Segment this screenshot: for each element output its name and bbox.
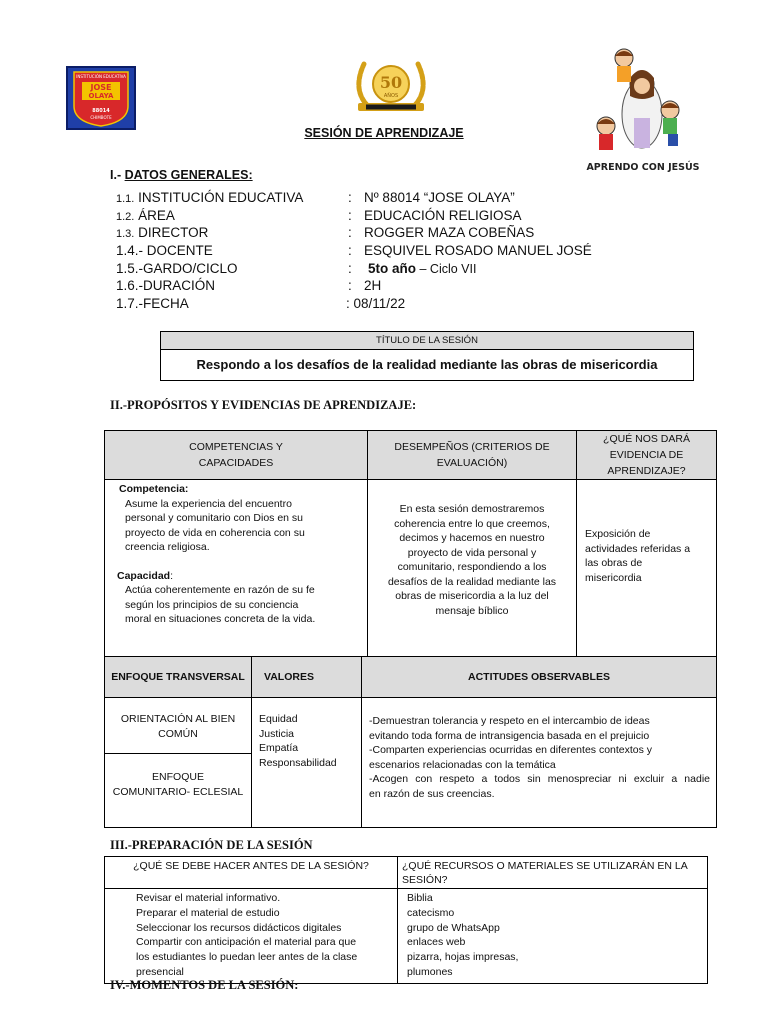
svg-text:APRENDO CON JESÚS: APRENDO CON JESÚS — [586, 162, 700, 173]
session-title-box — [160, 331, 694, 381]
header-valores: VALORES — [252, 657, 362, 698]
section-preparacion-heading: III.-PREPARACIÓN DE LA SESIÓN — [110, 838, 313, 852]
capacidad-label: Capacidad: — [117, 569, 174, 582]
enfoque-bien-comun: ORIENTACIÓN AL BIEN COMÚN — [105, 698, 252, 754]
propositos-table — [104, 430, 717, 690]
evidencia-cell: Exposición de actividades referidas a las obras de misericordia — [577, 480, 717, 690]
competencia-text: Asume la experiencia del encuentro personal y comunitario con Dios en su proyecto de vida en coherencia con su creencia religiosa. — [125, 497, 305, 553]
aprendo-con-jesus-logo — [584, 48, 702, 176]
session-title: Respondo a los desafíos de la realidad mediante las obras de misericordia — [196, 357, 658, 372]
header-actitudes: ACTITUDES OBSERVABLES — [362, 657, 717, 698]
recursos-cell: Biblia catecismo grupo de WhatsApp enlaces web pizarra, hojas impresas, plumones — [398, 889, 708, 984]
section-propositos-heading: II.-PROPÓSITOS Y EVIDENCIAS DE APRENDIZAJE: — [110, 398, 417, 412]
svg-text:INSTITUCIÓN EDUCATIVA: INSTITUCIÓN EDUCATIVA — [76, 74, 126, 79]
section-datos-heading: I.- DATOS GENERALES: — [110, 168, 253, 182]
actitudes-cell: -Demuestran tolerancia y respeto en el intercambio de ideas evitando toda forma de intransigencia basada en el prejuicio -Comparten experiencias ocurridas en diferentes contextos y escenarios relacionadas con la temática -Acogen con respeto a todos sin menospreciar ni excluir a nadie en razón de sus creencias. — [362, 698, 717, 828]
svg-text:CHIMBOTE: CHIMBOTE — [90, 115, 112, 120]
header-recursos: ¿QUÉ RECURSOS O MATERIALES SE UTILIZARÁN EN LA SESIÓN? — [398, 857, 708, 889]
desempenos-cell: En esta sesión demostraremos coherencia entre lo que creemos, decimos y hacemos en nuestro proyecto de vida personal y comunitario, respondiendo a los desafíos de la realidad mediante las obras de misericordia a la luz del mensaje bíblico — [368, 480, 577, 690]
session-title-header: TÍTULO DE LA SESIÓN — [161, 332, 693, 350]
page-title: SESIÓN DE APRENDIZAJE — [304, 126, 464, 140]
section-momentos-heading: IV.-MOMENTOS DE LA SESIÓN: — [110, 978, 299, 992]
header-competencias: COMPETENCIAS Y CAPACIDADES — [105, 431, 368, 480]
svg-text:JOSE: JOSE — [90, 83, 112, 92]
school-logo — [66, 66, 136, 130]
valores-cell: Equidad Justicia Empatía Responsabilidad — [252, 698, 362, 828]
competencia-label: Competencia: — [119, 483, 189, 495]
capacidad-text: Actúa coherentemente en razón de su fe según los principios de su conciencia moral en situaciones concreta de la vida. — [125, 584, 316, 625]
header-antes: ¿QUÉ SE DEBE HACER ANTES DE LA SESIÓN? — [105, 857, 398, 889]
svg-text:AÑOS: AÑOS — [383, 93, 399, 99]
svg-text:88014: 88014 — [92, 108, 110, 114]
header-evidencia: ¿QUÉ NOS DARÁ EVIDENCIA DE APRENDIZAJE? — [577, 431, 717, 480]
header-enfoque: ENFOQUE TRANSVERSAL — [105, 657, 252, 698]
svg-text:OLAYA: OLAYA — [88, 92, 114, 100]
anniversary-logo — [346, 56, 436, 118]
preparacion-table — [104, 856, 708, 984]
enfoque-table — [104, 656, 717, 828]
antes-cell: Revisar el material informativo. Preparar el material de estudio Seleccionar los recursos didácticos digitales Compartir con anticipación el material para que los estudiantes lo puedan leer antes de la clase presencial — [105, 889, 398, 984]
svg-text:50: 50 — [379, 73, 403, 92]
enfoque-comunitario: ENFOQUE COMUNITARIO- ECLESIAL — [105, 754, 252, 828]
header-desempenos: DESEMPEÑOS (CRITERIOS DE EVALUACIÓN) — [368, 431, 577, 480]
